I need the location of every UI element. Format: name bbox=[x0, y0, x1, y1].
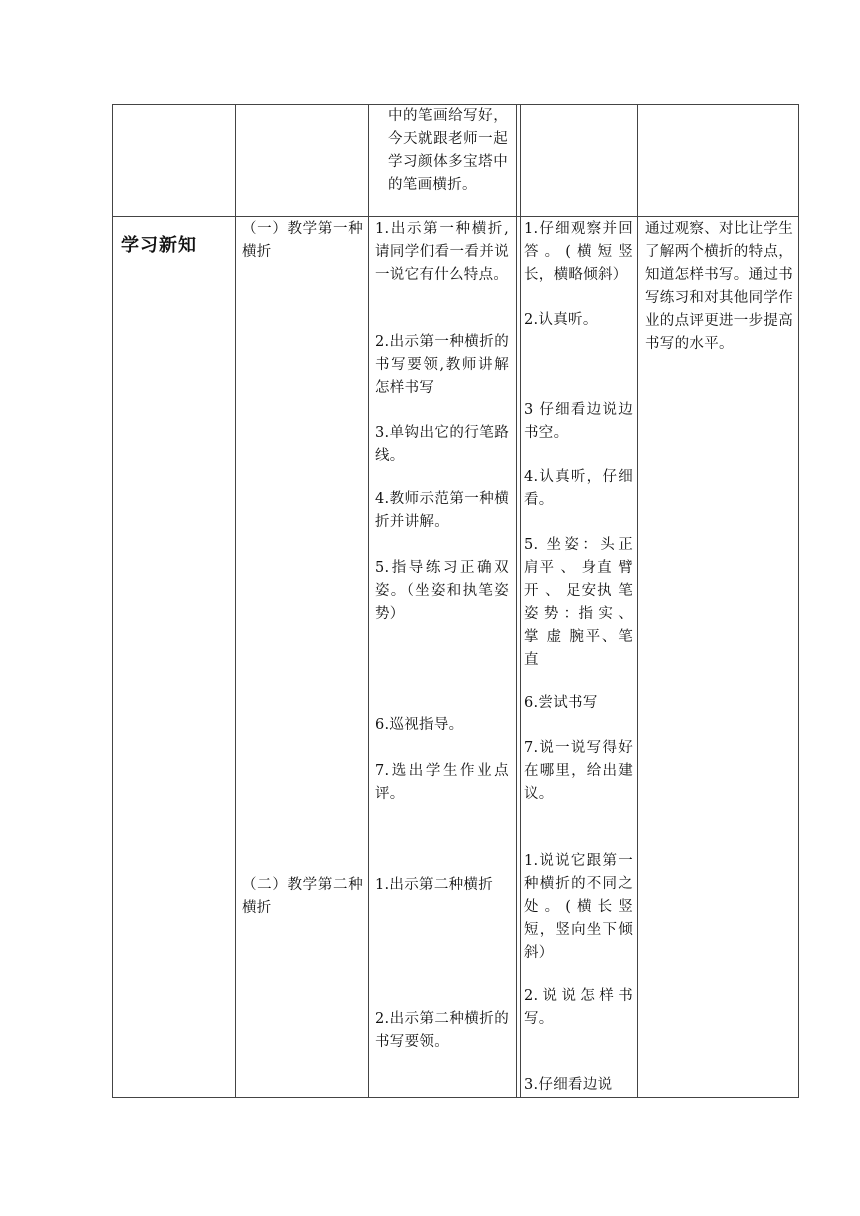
teacher-step-6: 6.巡视指导。 bbox=[375, 717, 464, 733]
student-step-4: 4.认真听，仔细看。 bbox=[524, 469, 633, 508]
column-divider bbox=[516, 105, 521, 1097]
teacher-step-5: 5.指导练习正确双姿。（坐姿和执笔姿势） bbox=[375, 560, 509, 622]
column-divider bbox=[637, 105, 638, 1097]
teacher-step-4: 4.教师示范第一种横折并讲解。 bbox=[375, 491, 509, 530]
teacher-step-b2: 2.出示第二种横折的书写要领。 bbox=[375, 1011, 509, 1050]
lesson-plan-table bbox=[112, 104, 799, 1098]
section-heading: 学习新知 bbox=[121, 235, 197, 256]
teacher-step-2: 2.出示第一种横折的书写要领,教师讲解怎样书写 bbox=[375, 334, 509, 396]
student-step-b1: 1.说说它跟第一种横折的不同之处。(横长竖短，竖向坐下倾斜） bbox=[524, 853, 633, 961]
teaching-part-2: （二）教学第二种横折 bbox=[242, 877, 363, 916]
student-step-1: 1.仔细观察并回答。(横短竖长，横略倾斜） bbox=[524, 221, 633, 283]
student-step-b2: 2.说说怎样书写。 bbox=[524, 988, 633, 1027]
student-step-7: 7.说一说写得好在哪里，给出建议。 bbox=[524, 740, 633, 802]
teacher-step-b1: 1.出示第二种横折 bbox=[375, 877, 494, 893]
student-step-5: 5. 坐姿：头正 肩平 、 身直 臂开 、 足安执 笔 姿 势 ：指 实 、 掌 虚 腕平、笔直 bbox=[524, 537, 633, 668]
student-step-b3: 3.仔细看边说 bbox=[524, 1077, 613, 1093]
teaching-part-1: （一）教学第一种横折 bbox=[242, 221, 363, 260]
student-step-6: 6.尝试书写 bbox=[524, 695, 598, 711]
row-divider bbox=[113, 216, 798, 217]
intro-text: 中的笔画给写好，今天就跟老师一起学习颜体多宝塔中的笔画横折。 bbox=[388, 108, 508, 193]
teacher-step-3: 3.单钩出它的行笔路线。 bbox=[375, 425, 509, 464]
student-step-2: 2.认真听。 bbox=[524, 312, 598, 328]
column-divider bbox=[235, 105, 236, 1097]
student-step-3: 3 仔细看边说边书空。 bbox=[524, 402, 633, 441]
teacher-step-7: 7.选出学生作业点评。 bbox=[375, 763, 509, 802]
column-divider bbox=[368, 105, 369, 1097]
design-intent: 通过观察、对比让学生了解两个横折的特点，知道怎样书写。通过书写练习和对其他同学作业的点评更进一步提高书写的水平。 bbox=[645, 221, 793, 352]
teacher-step-1: 1.出示第一种横折,请同学们看一看并说一说它有什么特点。 bbox=[375, 221, 509, 283]
